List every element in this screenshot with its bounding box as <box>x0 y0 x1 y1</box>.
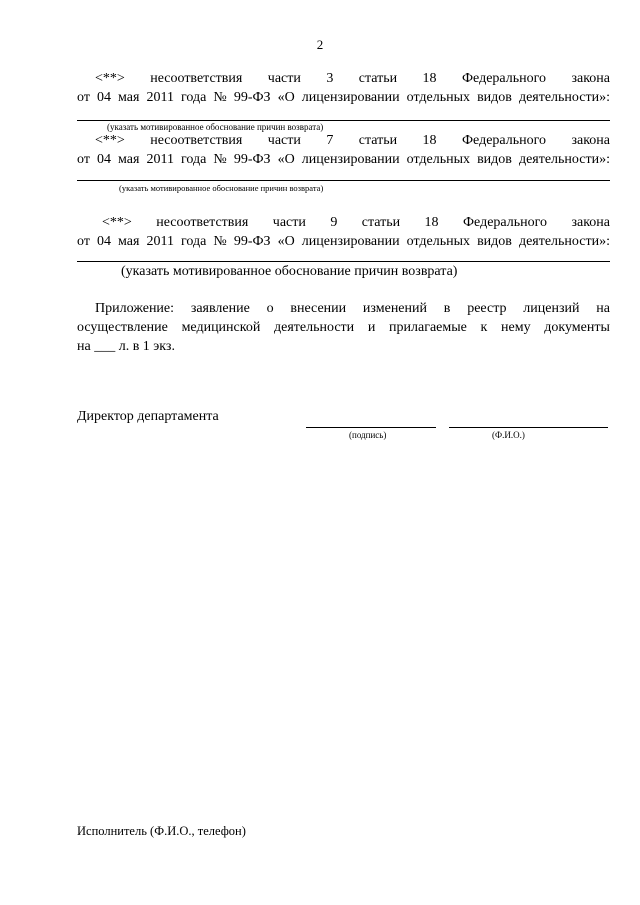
word: 04 <box>96 152 111 167</box>
word: 99-ФЗ <box>233 90 271 105</box>
word: «О <box>277 90 295 105</box>
nonconformity-block-part-7 <box>77 131 610 169</box>
word: заявление <box>190 301 250 316</box>
word: мая <box>118 234 140 249</box>
word: видов <box>477 90 512 105</box>
word: Федерального <box>461 71 547 86</box>
reason-caption: (указать мотивированное обоснование причин возврата) <box>107 122 324 132</box>
block-line-1 <box>77 213 610 232</box>
word: года <box>181 90 207 105</box>
word: года <box>181 234 207 249</box>
word: <**> <box>95 133 125 148</box>
word: деятельности»: <box>518 234 610 249</box>
word: закона <box>571 71 610 86</box>
word: 99-ФЗ <box>233 234 271 249</box>
word: о <box>266 301 274 316</box>
word: Приложение: <box>95 301 175 316</box>
word: документы <box>544 320 610 335</box>
word: <**> <box>95 71 125 86</box>
attachment-line-3: на ___ л. в 1 экз. <box>77 339 175 354</box>
word: видов <box>477 234 512 249</box>
word: от <box>77 90 90 105</box>
word: Федерального <box>462 215 548 230</box>
word: года <box>181 152 207 167</box>
signature-line <box>306 427 436 428</box>
page-number: 2 <box>316 37 324 52</box>
word: медицинской <box>181 320 261 335</box>
word: 18 <box>422 133 437 148</box>
word: № <box>213 234 227 249</box>
word: «О <box>277 234 295 249</box>
attachment-paragraph <box>77 299 610 356</box>
reason-line <box>77 120 610 121</box>
attachment-line-1 <box>77 299 610 318</box>
word: части <box>272 215 306 230</box>
word: несоответствия <box>150 71 243 86</box>
word: несоответствия <box>156 215 249 230</box>
word: мая <box>118 152 140 167</box>
reason-caption: (указать мотивированное обоснование причин возврата) <box>121 264 458 279</box>
word: отдельных <box>406 234 471 249</box>
word: Федерального <box>461 133 547 148</box>
word: части <box>267 133 301 148</box>
word: от <box>77 234 90 249</box>
word: изменений <box>362 301 428 316</box>
word: в <box>443 301 451 316</box>
signature-caption: (подпись) <box>349 430 387 440</box>
reason-line <box>77 180 610 181</box>
word: отдельных <box>406 152 471 167</box>
word: от <box>77 152 90 167</box>
word: закона <box>571 133 610 148</box>
word: отдельных <box>406 90 471 105</box>
executor-line: Исполнитель (Ф.И.О., телефон) <box>77 824 246 838</box>
word: реестр <box>467 301 507 316</box>
name-line <box>449 427 608 428</box>
word: мая <box>118 90 140 105</box>
word: «О <box>277 152 295 167</box>
word: деятельности <box>274 320 355 335</box>
reason-line <box>77 261 610 262</box>
block-line-1 <box>77 69 610 88</box>
word: нему <box>501 320 531 335</box>
part-number: 7 <box>326 133 334 148</box>
word: статьи <box>358 71 398 86</box>
block-line-2 <box>77 232 610 251</box>
attachment-line-2 <box>77 318 610 337</box>
word: части <box>267 71 301 86</box>
block-line-2 <box>77 88 610 107</box>
word: и <box>367 320 376 335</box>
word: статьи <box>361 215 401 230</box>
word: 2011 <box>146 234 174 249</box>
word: на <box>596 301 610 316</box>
word: лицензировании <box>301 90 400 105</box>
word: 04 <box>96 234 111 249</box>
word: лицензировании <box>301 234 400 249</box>
name-caption: (Ф.И.О.) <box>492 430 525 440</box>
word: статьи <box>358 133 398 148</box>
word: лицензий <box>523 301 580 316</box>
word: внесении <box>290 301 347 316</box>
word: видов <box>477 152 512 167</box>
part-number: 3 <box>326 71 334 86</box>
word: деятельности»: <box>518 152 610 167</box>
word: 2011 <box>146 90 174 105</box>
nonconformity-block-part-3 <box>77 69 610 107</box>
block-line-1 <box>77 131 610 150</box>
signatory-title: Директор департамента <box>77 409 219 424</box>
word: лицензировании <box>301 152 400 167</box>
word: деятельности»: <box>518 90 610 105</box>
word: прилагаемые <box>389 320 467 335</box>
word: осуществление <box>77 320 168 335</box>
word: закона <box>571 215 610 230</box>
word: несоответствия <box>150 133 243 148</box>
word: 2011 <box>146 152 174 167</box>
word: к <box>480 320 488 335</box>
reason-caption: (указать мотивированное обоснование причин возврата) <box>119 183 324 193</box>
word: 99-ФЗ <box>233 152 271 167</box>
word: 18 <box>422 71 437 86</box>
word: № <box>213 90 227 105</box>
word: 18 <box>424 215 439 230</box>
word: № <box>213 152 227 167</box>
word: 04 <box>96 90 111 105</box>
word: <**> <box>102 215 132 230</box>
block-line-2 <box>77 150 610 169</box>
nonconformity-block-part-9 <box>77 213 610 251</box>
part-number: 9 <box>330 215 338 230</box>
